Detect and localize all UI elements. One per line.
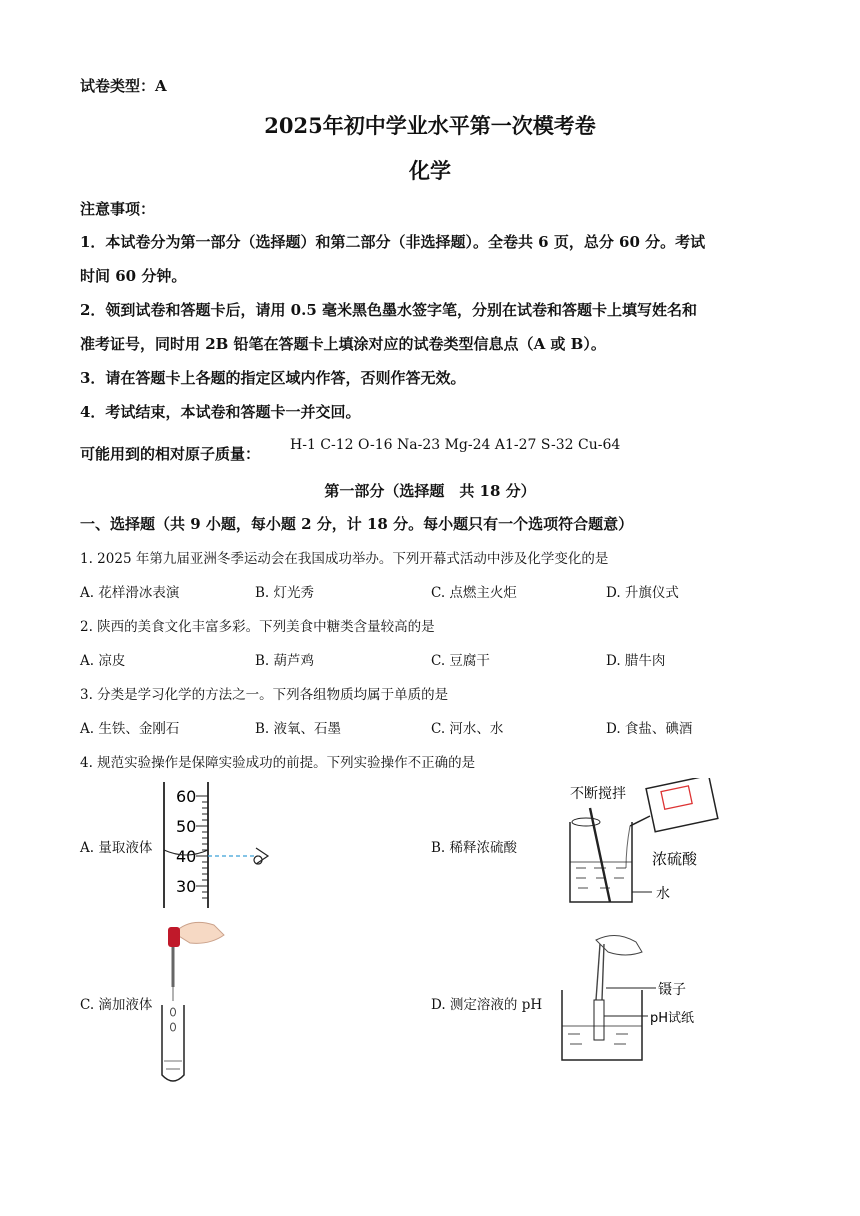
section1-heading: 一、选择题（共 9 小题，每小题 2 分，计 18 分。每小题只有一个选项符合题意） — [80, 515, 634, 533]
paper-type: 试卷类型：A — [80, 77, 167, 95]
option-d: D. 测定溶液的 pH — [431, 997, 543, 1013]
subject-title: 化学 — [409, 158, 451, 183]
tick-label: 50 — [176, 817, 197, 836]
water-label: 水 — [656, 886, 670, 902]
tick-label: 60 — [176, 787, 197, 806]
question-stem: 1. 2025 年第九届亚洲冬季运动会在我国成功举办。下列开幕式活动中涉及化学变化的是 — [80, 551, 609, 567]
graduated-cylinder-figure — [150, 780, 280, 910]
tick-label: 40 — [176, 847, 197, 866]
question-stem: 3. 分类是学习化学的方法之一。下列各组物质均属于单质的是 — [80, 687, 449, 703]
notice-line: 2．领到试卷和答题卡后，请用 0.5 毫米黑色墨水签字笔，分别在试卷和答题卡上填写姓名和 — [80, 301, 697, 319]
option-b: B. 液氧、石墨 — [255, 721, 342, 737]
option-c: C. 点燃主火炬 — [431, 585, 517, 601]
option-b: B. 灯光秀 — [255, 585, 315, 601]
eye-icon — [254, 848, 268, 864]
ph-paper-label: pH试纸 — [650, 1011, 695, 1026]
stir-label: 不断搅拌 — [570, 786, 626, 802]
atomic-mass-label: 可能用到的相对原子质量： — [80, 445, 261, 463]
question-stem: 2. 陕西的美食文化丰富多彩。下列美食中糖类含量较高的是 — [80, 619, 435, 635]
dropper-figure — [150, 915, 230, 1090]
notice-line: 准考证号，同时用 2B 铅笔在答题卡上填涂对应的试卷类型信息点（A 或 B）。 — [80, 335, 606, 353]
notice-line: 时间 60 分钟。 — [80, 267, 187, 285]
notice-heading: 注意事项： — [80, 200, 156, 218]
tweezers-label: 镊子 — [658, 982, 686, 998]
option-b: B. 稀释浓硫酸 — [431, 840, 518, 856]
exam-title: 2025年初中学业水平第一次模考卷 — [264, 113, 596, 138]
tick-label: 30 — [176, 877, 197, 896]
option-b: B. 葫芦鸡 — [255, 653, 315, 669]
option-d: D. 腊牛肉 — [606, 653, 666, 669]
notice-line: 1．本试卷分为第一部分（选择题）和第二部分（非选择题）。全卷共 6 页，总分 60 分。考试 — [80, 233, 706, 251]
option-a: A. 量取液体 — [80, 840, 153, 856]
notice-line: 3．请在答题卡上各题的指定区域内作答，否则作答无效。 — [80, 369, 466, 387]
option-d: D. 食盐、碘酒 — [606, 721, 693, 737]
notice-line: 4．考试结束，本试卷和答题卡一并交回。 — [80, 403, 361, 421]
acid-label: 浓硫酸 — [652, 850, 698, 868]
option-c: C. 滴加液体 — [80, 997, 153, 1013]
dilution-figure — [560, 778, 730, 908]
option-a: A. 花样滑冰表演 — [80, 585, 180, 601]
option-a: A. 生铁、金刚石 — [80, 721, 180, 737]
question-stem: 4. 规范实验操作是保障实验成功的前提。下列实验操作不正确的是 — [80, 755, 476, 771]
option-c: C. 豆腐干 — [431, 653, 490, 669]
option-c: C. 河水、水 — [431, 721, 504, 737]
ph-test-figure — [556, 930, 716, 1065]
option-d: D. 升旗仪式 — [606, 585, 679, 601]
option-a: A. 凉皮 — [80, 653, 126, 669]
atomic-mass-values: H-1 C-12 O-16 Na-23 Mg-24 A1-27 S-32 Cu-64 — [290, 437, 621, 453]
part1-title: 第一部分（选择题 共 18 分） — [324, 482, 536, 500]
